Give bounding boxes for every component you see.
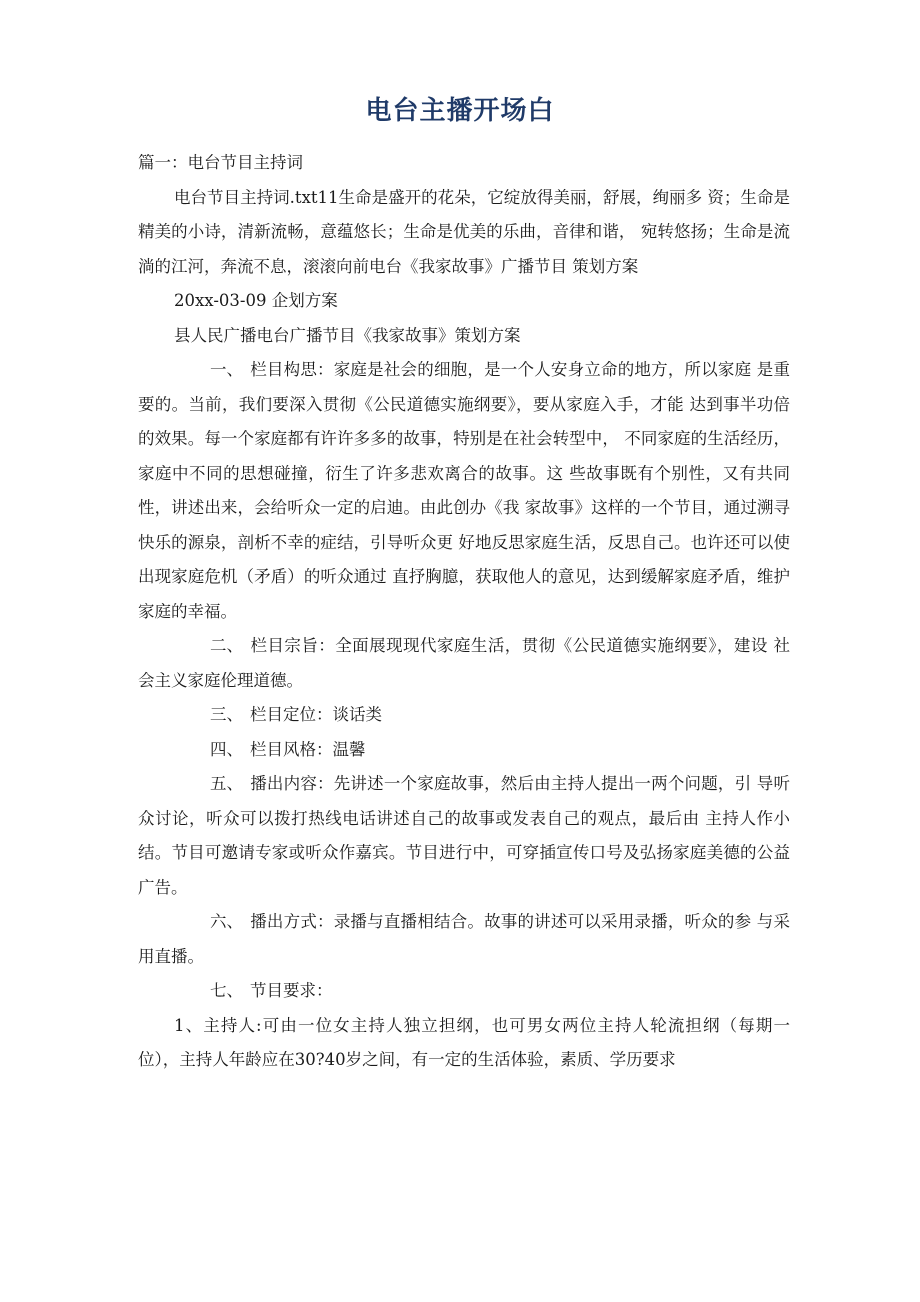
item-4-text: 栏目风格：温馨 [250,739,366,759]
section-heading: 篇一：电台节目主持词 [138,153,303,172]
item-5 [138,767,790,905]
plan-title: 县人民广播电台广播节目《我家故事》策划方案 [174,325,521,345]
item-5-text: 播出内容：先讲述一个家庭故事，然后由主持人提出一两个问题，引 导听众讨论，听众可以拨打热线电话讲述自己的故事或发表自己的观点，最后由 主持人作小结。节目可邀请专家或听众作嘉宾。节目进行中，可穿插宣传口号及弘扬家庭美德的公益广告。 [138,774,790,897]
item-3-number: 三、 [210,705,243,724]
date-line: 20xx-03-09 企划方案 [174,291,338,310]
item-2-number: 二、 [210,636,243,655]
item-1 [138,353,790,629]
item-2 [138,629,790,698]
item-1-text: 栏目构思：家庭是社会的细胞，是一个人安身立命的地方，所以家庭 是重要的。当前，我们要深入贯彻《公民道德实施纲要》，要从家庭入手，才能 达到事半功倍的效果。每一个家庭都有许许多多的故事，特别是在社会转型中， 不同家庭的生活经历，家庭中不同的思想碰撞，衍生了许多悲欢离合的故事。这 些故事既有个别性，又有共同性，讲述出来，会给听众一定的启迪。由此创办《我 家故事》这样的一个节目，通过溯寻快乐的源泉，剖析不幸的症结，引导听众更 好地反思家庭生活，反思自己。也许还可以使出现家庭危机（矛盾）的听众通过 直抒胸臆，获取他人的意见，达到缓解家庭矛盾，维护家庭的幸福。 [138,360,790,621]
item-5-number: 五、 [210,774,243,793]
item-7-text: 节目要求： [250,981,333,1000]
paragraph-intro: 电台节目主持词.txt11生命是盛开的花朵，它绽放得美丽，舒展，绚丽多 资；生命是精美的小诗，清新流畅，意蕴悠长；生命是优美的乐曲，音律和谐， 宛转悠扬；生命是流淌的江河，奔流不息，滚滚向前电台《我家故事》广播节目 策划方案 [138,187,790,276]
item-1-number: 一、 [210,360,243,379]
document-body [138,146,790,1078]
document-title: 电台主播开场白 [365,96,555,126]
item-3-text: 栏目定位：谈话类 [250,705,382,724]
item-6-text: 播出方式：录播与直播相结合。故事的讲述可以采用录播，听众的参 与采用直播。 [138,912,790,966]
item-6-number: 六、 [210,912,243,931]
item-3 [138,698,790,733]
item-7 [138,974,790,1009]
sub-item-1: 1、主持人:可由一位女主持人独立担纲，也可男女两位主持人轮流担纲（每期一位），主持人年龄应在30?40岁之间，有一定的生活体验，素质、学历要求 [138,1015,790,1069]
item-4 [138,733,790,768]
item-4-number: 四、 [210,739,243,759]
item-7-number: 七、 [210,981,243,1000]
item-6 [138,905,790,974]
item-2-text: 栏目宗旨：全面展现现代家庭生活，贯彻《公民道德实施纲要》，建设 社会主义家庭伦理道德。 [138,636,790,690]
